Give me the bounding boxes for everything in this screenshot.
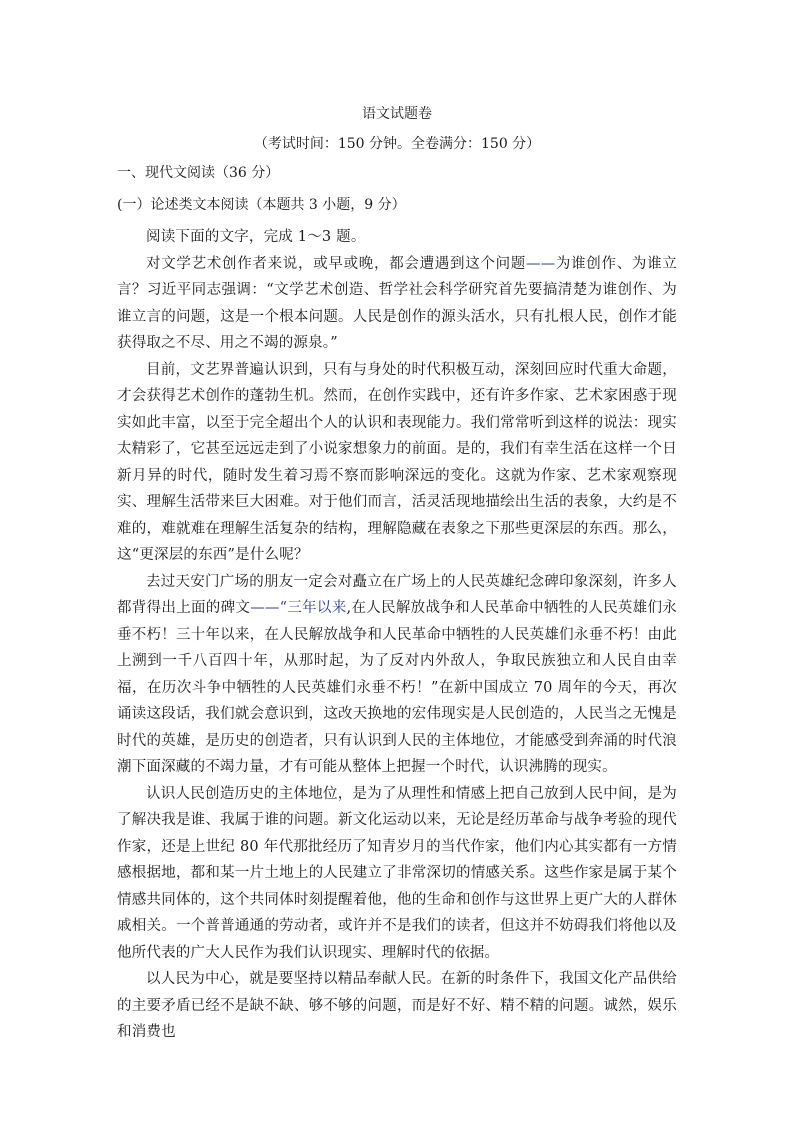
exam-subtitle: （考试时间：150 分钟。全卷满分：150 分） bbox=[253, 136, 541, 152]
instruction-text: 阅读下面的文字，完成 1～3 题。 bbox=[146, 229, 366, 245]
paragraph-4: 认识人民创造历史的主体地位，是为了从理性和情感上把自己放到人民中间，是为了解决我是谁、我属于谁的问题。新文化运动以来，无论是经历革命与战争考验的现代作家，还是上世纪 80 年代那批经历了知青岁月的当代作家，他们内心其实都有一方情感根据地，都和某一片土地上的人民建立了非常深切的情感关系。这些作家是属于某个情感共同体的，这个共同体时刻提醒着他，他的生命和创作与这世界上更广大的人群休戚相关。一个普普通通的劳动者，或许并不是我们的读者，但这并不妨碍我们将他以及他所代表的广大人民作为我们认识现实、理解时代的依据。 bbox=[117, 785, 677, 961]
subsection-heading: (一）论述类文本阅读（本题共 3 小题，9 分） bbox=[117, 197, 406, 213]
section-heading: 一、现代文阅读（36 分） bbox=[117, 165, 280, 181]
paragraph-2: 目前，文艺界普遍认识到，只有与身处的时代积极互动，深刻回应时代重大命题，才会获得艺术创作的蓬勃生机。然而，在创作实践中，还有许多作家、艺术家困惑于现实如此丰富，以至于完全超出个人的认识和表现能力。我们常常听到这样的说法：现实太精彩了，它甚至远远走到了小说家想象力的前面。是的，我们有幸生活在这样一个日新月异的时代，随时发生着习焉不察而影响深远的变化。这就为作家、艺术家观察现实、理解生活带来巨大困难。对于他们而言，活灵活现地描绘出生活的表象，大约是不难的，难就难在理解生活复杂的结构，理解隐藏在表象之下那些更深层的东西。那么，这“更深层的东西”是什么呢？ bbox=[117, 361, 677, 563]
paragraph-3-quote: ——“三年以来 bbox=[250, 600, 347, 616]
paragraph-1-part-a: 对文学艺术创作者来说，或早或晚，都会遭遇到这个问题 bbox=[146, 255, 526, 272]
exam-title: 语文试题卷 bbox=[362, 106, 432, 122]
reading-passage bbox=[117, 224, 677, 1046]
paragraph-1-dash: —— bbox=[526, 255, 556, 272]
paragraph-3-part-b: ,在人民解放战争和人民革命中牺牲的人民英雄们永垂不朽！三十年以来，在人民解放战争和人民革命中牺牲的人民英雄们永垂不朽！由此上溯到一千八百四十年，从那时起，为了反对内外敌人，争取民族独立和人民自由幸福，在历次斗争中牺牲的人民英雄们永垂不朽！”在新中国成立 70 周年的今天，再次诵读这段话，我们就会意识到，这改天换地的宏伟现实是人民创造的，人民当之无愧是时代的英雄，是历史的创造者，只有认识到人民的主体地位，才能感受到奔涌的时代浪潮下面深藏的不竭力量，才有可能从整体上把握一个时代，认识沸腾的现实。 bbox=[117, 600, 677, 775]
paragraph-1 bbox=[117, 251, 677, 357]
paragraph-1-part-b: 为谁创作、为谁立言？习近平同志强调：“文学艺术创造、哲学社会科学研究首先要搞清楚为谁创作、为谁立言的问题，这是一个根本问题。人民是创作的源头活水，只有扎根人民，创作才能获得取之不尽、用之不竭的源泉。” bbox=[117, 255, 678, 351]
paragraph-3-part-a: 去过天安门广场的朋友一定会对矗立在广场上的人民英雄纪念碑印象深刻，许多人都背得出上面的碑文 bbox=[117, 573, 677, 616]
paragraph-3 bbox=[117, 569, 677, 781]
paragraph-5: 以人民为中心，就是要坚持以精品奉献人民。在新的时条件下，我国文化产品供给的主要矛盾已经不是缺不缺、够不够的问题，而是好不好、精不精的问题。诚然，娱乐和消费也 bbox=[117, 971, 677, 1040]
